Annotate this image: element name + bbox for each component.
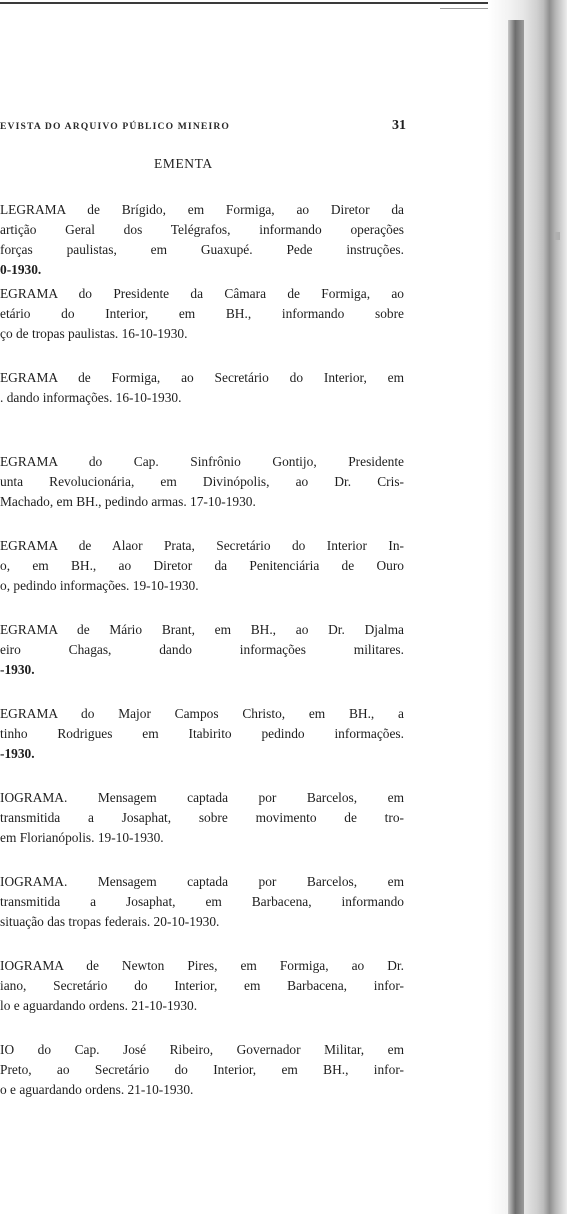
entry-date: 0-1930. [0, 262, 42, 277]
entry-line: eiro Chagas, dando informações militares. [0, 642, 404, 657]
entry-line: o, pedindo informações. 19-10-1930. [0, 578, 199, 593]
entry-line: em Florianópolis. 19-10-1930. [0, 830, 164, 845]
entry-line: IOGRAMA. Mensagem captada por Barcelos, em [0, 790, 404, 805]
entry-line: . dando informações. 16-10-1930. [0, 390, 182, 405]
entry-line: EGRAMA do Major Campos Christo, em BH., a [0, 706, 404, 721]
entry-line: IOGRAMA de Newton Pires, em Formiga, ao Dr. [0, 958, 404, 973]
entry-line: EGRAMA de Formiga, ao Secretário do Interior, em [0, 370, 404, 385]
entry-line: ço de tropas paulistas. 16-10-1930. [0, 326, 188, 341]
page-number: 31 [392, 118, 406, 133]
list-item [0, 537, 404, 621]
entry-line: IOGRAMA. Mensagem captada por Barcelos, em [0, 874, 404, 889]
entry-date: -1930. [0, 662, 35, 677]
entry-line: iano, Secretário do Interior, em Barbacena, infor- [0, 978, 404, 993]
list-item [0, 369, 404, 453]
binding-speck [555, 232, 560, 240]
list-item [0, 1041, 404, 1125]
entry-line: situação das tropas federais. 20-10-1930. [0, 914, 220, 929]
entry-line: EGRAMA do Presidente da Câmara de Formiga, ao [0, 286, 404, 301]
entry-line: etário do Interior, em BH., informando sobre [0, 306, 404, 321]
entry-line: transmitida a Josaphat, sobre movimento de tro- [0, 810, 404, 825]
entry-line: Preto, ao Secretário do Interior, em BH., infor- [0, 1062, 404, 1077]
list-item [0, 705, 404, 789]
entry-line: IO do Cap. José Ribeiro, Governador Militar, em [0, 1042, 404, 1057]
page-binding-gutter [508, 20, 524, 1214]
list-item [0, 285, 404, 369]
entry-line: transmitida a Josaphat, em Barbacena, informando [0, 894, 404, 909]
entry-line: forças paulistas, em Guaxupé. Pede instruções. [0, 242, 404, 257]
section-title: EMENTA [154, 156, 213, 171]
entry-line: EGRAMA de Alaor Prata, Secretário do Interior In- [0, 538, 404, 553]
list-item [0, 201, 404, 285]
entry-line: tinho Rodrigues em Itabirito pedindo informações. [0, 726, 404, 741]
list-item [0, 789, 404, 873]
top-edge-rule [0, 2, 540, 4]
entry-line: o, em BH., ao Diretor da Penitenciária de Ouro [0, 558, 404, 573]
entry-line: lo e aguardando ordens. 21-10-1930. [0, 998, 198, 1013]
list-item [0, 957, 404, 1041]
entry-line: o e aguardando ordens. 21-10-1930. [0, 1082, 194, 1097]
entry-line: artição Geral dos Telégrafos, informando operações [0, 222, 404, 237]
entry-line: EGRAMA de Mário Brant, em BH., ao Dr. Djalma [0, 622, 404, 637]
list-item [0, 873, 404, 957]
entry-line: unta Revolucionária, em Divinópolis, ao Dr. Cris- [0, 474, 404, 489]
entry-list [0, 201, 404, 1125]
entry-line: Machado, em BH., pedindo armas. 17-10-1930. [0, 494, 256, 509]
list-item [0, 453, 404, 537]
entry-date: -1930. [0, 746, 35, 761]
entry-line: LEGRAMA de Brígido, em Formiga, ao Diretor da [0, 202, 404, 217]
entry-line: EGRAMA do Cap. Sinfrônio Gontijo, Presidente [0, 454, 404, 469]
list-item [0, 621, 404, 705]
page-binding-shadow [488, 0, 567, 1214]
running-head: EVISTA DO ARQUIVO PÚBLICO MINEIRO [0, 121, 231, 132]
